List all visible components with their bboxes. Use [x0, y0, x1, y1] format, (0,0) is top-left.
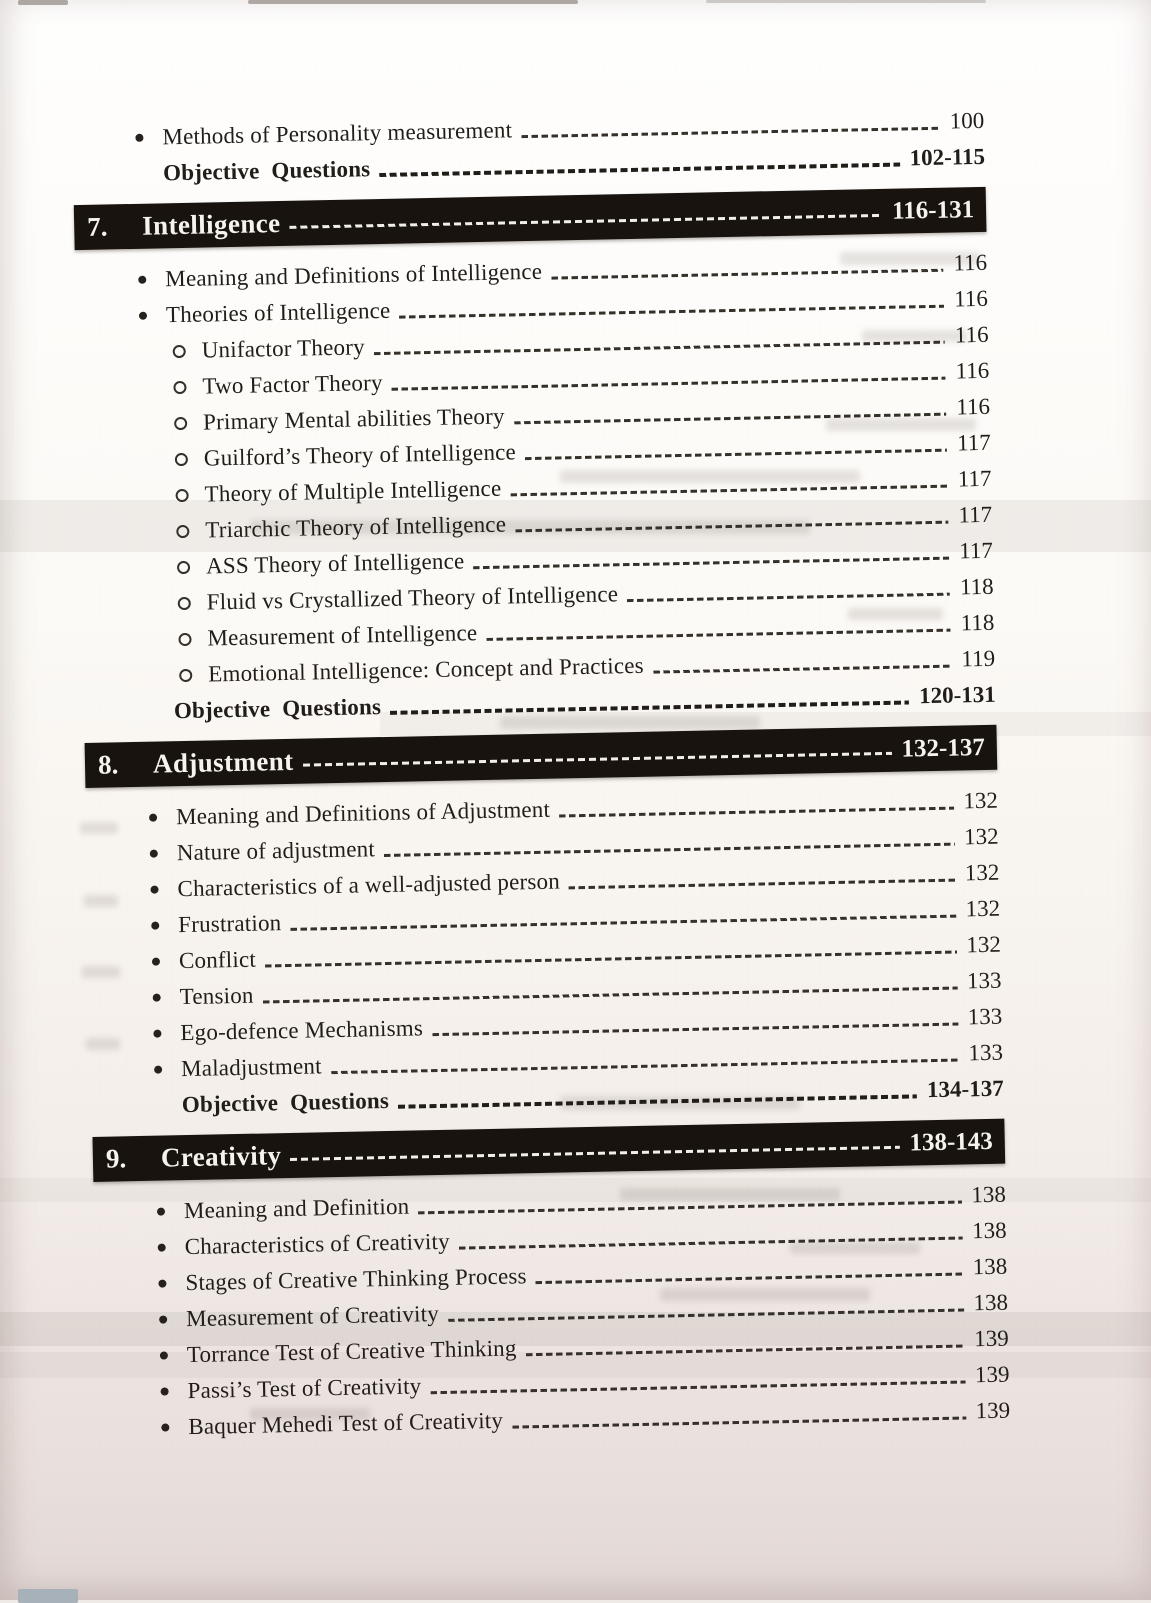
- dashed-leader: [418, 1200, 961, 1214]
- toc-item-page: 102-115: [909, 143, 986, 171]
- chapter-page-range: 138-143: [909, 1127, 994, 1157]
- toc-item-page: 138: [971, 1181, 1007, 1208]
- dashed-leader: [374, 340, 945, 354]
- chapter-title: Intelligence: [141, 207, 281, 241]
- toc-item-page: 116: [954, 321, 989, 348]
- chapter-title: Creativity: [160, 1140, 282, 1173]
- chapter-number: 7.: [86, 211, 108, 242]
- dashed-leader: [536, 1272, 963, 1284]
- toc-item-page: 116: [953, 285, 989, 312]
- dashed-leader: [569, 878, 955, 889]
- open-circle-icon: [175, 452, 188, 465]
- toc-item-label: Maladjustment: [180, 1053, 322, 1082]
- open-circle-icon: [178, 596, 191, 609]
- open-circle-icon: [175, 488, 188, 501]
- bullet-dot-icon: [157, 1208, 165, 1216]
- chapter-heading-bar: [74, 187, 987, 250]
- toc-item-label: ASS Theory of Intelligence: [205, 548, 465, 579]
- scan-edge-mark: [706, 0, 986, 3]
- toc-item-label: Meaning and Definitions of Intelligence: [165, 258, 543, 292]
- toc-item-label: Conflict: [178, 946, 257, 974]
- toc-item-label: Guilford’s Theory of Intelligence: [203, 439, 517, 471]
- toc-item-page: 120-131: [918, 681, 997, 709]
- toc-item-page: 133: [966, 967, 1002, 994]
- dashed-leader: [392, 376, 946, 390]
- toc-item-label: Emotional Intelligence: Concept and Practices: [207, 652, 645, 687]
- bullet-dot-icon: [159, 1315, 167, 1323]
- toc-item-page: 118: [960, 609, 995, 636]
- toc-item-page: 118: [959, 573, 994, 600]
- dashed-leader: [290, 914, 955, 930]
- toc-item-page: 119: [961, 645, 996, 672]
- toc-item-page: 139: [974, 1361, 1010, 1388]
- dashed-leader: [521, 126, 940, 137]
- toc-item-label: Stages of Creative Thinking Process: [185, 1263, 527, 1296]
- corner-tab: [18, 1589, 78, 1603]
- dashed-leader: [400, 304, 945, 318]
- bullet-dot-icon: [150, 850, 158, 858]
- toc-item-page: 139: [975, 1397, 1011, 1424]
- toc-item-page: 132: [966, 931, 1002, 958]
- bullet-dot-icon: [135, 134, 143, 142]
- toc-item-label: Meaning and Definition: [183, 1193, 410, 1224]
- toc-item-label: Methods of Personality measurement: [162, 117, 513, 150]
- open-circle-icon: [173, 380, 186, 393]
- bullet-dot-icon: [158, 1244, 166, 1252]
- toc-item-label: Meaning and Definitions of Adjustment: [175, 796, 551, 830]
- bullet-dot-icon: [158, 1279, 166, 1287]
- dashed-leader: [627, 592, 950, 601]
- dashed-leader: [510, 484, 948, 496]
- toc-item-page: 117: [956, 429, 991, 456]
- toc-item-label: Baquer Mehedi Test of Creativity: [188, 1407, 504, 1440]
- dashed-leader: [526, 1344, 965, 1356]
- dashed-leader: [265, 950, 956, 967]
- bullet-dot-icon: [139, 312, 147, 320]
- toc-item-label: Tension: [179, 982, 254, 1010]
- dashed-leader: [512, 1416, 966, 1428]
- dashed-leader: [398, 1095, 917, 1109]
- toc-item-label: Objective Questions: [173, 694, 382, 724]
- chapter-heading-bar: [92, 1119, 1005, 1182]
- toc-item-label: Objective Questions: [181, 1087, 390, 1118]
- dashed-leader: [430, 1380, 965, 1394]
- bullet-dot-icon: [153, 994, 161, 1002]
- toc-item-label: Primary Mental abilities Theory: [202, 403, 505, 435]
- toc-item-page: 100: [949, 107, 985, 134]
- bullet-dot-icon: [161, 1423, 169, 1431]
- bullet-dot-icon: [161, 1387, 169, 1395]
- toc-item-label: Frustration: [177, 910, 282, 938]
- toc-item-label: Theory of Multiple Intelligence: [204, 475, 502, 507]
- toc-item-page: 116: [953, 249, 988, 276]
- toc-item-label: Characteristics of Creativity: [184, 1228, 451, 1260]
- toc-item-label: Torrance Test of Creative Thinking: [186, 1335, 517, 1368]
- dashed-leader: [515, 520, 948, 532]
- scan-edge-mark: [18, 0, 68, 5]
- bullet-dot-icon: [138, 276, 146, 284]
- toc-item-label: Characteristics of a well-adjusted person: [177, 868, 561, 902]
- dashed-leader: [390, 701, 909, 715]
- open-circle-icon: [176, 524, 189, 537]
- toc-item-page: 116: [956, 393, 991, 420]
- open-circle-icon: [177, 560, 190, 573]
- dashed-leader: [263, 986, 958, 1003]
- chapter-number: 9.: [105, 1143, 127, 1174]
- toc: [72, 103, 1010, 1447]
- dashed-leader: [653, 664, 952, 673]
- toc-item-label: Triarchic Theory of Intelligence: [205, 511, 507, 543]
- chapter-page-range: 132-137: [901, 733, 986, 763]
- open-circle-icon: [173, 344, 186, 357]
- dashed-leader: [290, 1146, 899, 1162]
- bullet-dot-icon: [151, 922, 159, 930]
- toc-item-page: 116: [955, 357, 990, 384]
- toc-item-label: Two Factor Theory: [202, 369, 383, 399]
- dashed-leader: [514, 412, 947, 424]
- toc-item-page: 132: [964, 859, 1000, 886]
- dashed-leader: [459, 1236, 962, 1249]
- toc-item-page: 133: [967, 1003, 1003, 1030]
- dashed-leader: [551, 268, 943, 279]
- chapter-page-range: 116-131: [891, 195, 975, 225]
- dashed-leader: [303, 752, 892, 767]
- toc-item-label: Passi’s Test of Creativity: [187, 1373, 422, 1404]
- dashed-leader: [290, 214, 883, 229]
- toc-item-label: Measurement of Creativity: [185, 1301, 440, 1332]
- toc-item-page: 139: [973, 1325, 1009, 1352]
- chapter-title: Adjustment: [152, 745, 294, 779]
- toc-item-page: 132: [963, 787, 999, 814]
- bullet-dot-icon: [149, 814, 157, 822]
- open-circle-icon: [178, 632, 191, 645]
- toc-item-label: Measurement of Intelligence: [207, 620, 478, 651]
- toc-item-label: Objective Questions: [162, 156, 371, 186]
- dashed-leader: [432, 1022, 958, 1036]
- dashed-leader: [559, 806, 953, 817]
- toc-item-page: 132: [965, 895, 1001, 922]
- dashed-leader: [331, 1058, 959, 1074]
- toc-item-page: 138: [972, 1253, 1008, 1280]
- toc-item-label: Fluid vs Crystallized Theory of Intelligence: [206, 581, 619, 615]
- open-circle-icon: [174, 416, 187, 429]
- toc-item-page: 138: [973, 1289, 1009, 1316]
- bullet-dot-icon: [154, 1066, 162, 1074]
- bullet-dot-icon: [152, 958, 160, 966]
- dashed-leader: [379, 163, 899, 177]
- toc-item-page: 132: [963, 823, 999, 850]
- bullet-dot-icon: [153, 1030, 161, 1038]
- toc-item-page: 117: [957, 465, 992, 492]
- dashed-leader: [486, 628, 951, 640]
- dashed-leader: [473, 556, 949, 569]
- scan-edge-mark: [248, 0, 578, 4]
- chapter-heading-bar: [85, 725, 998, 788]
- toc-item-page: 134-137: [926, 1075, 1004, 1103]
- chapter-number: 8.: [97, 749, 119, 780]
- toc-item-page: 117: [958, 501, 993, 528]
- toc-item-label: Ego-defence Mechanisms: [180, 1015, 424, 1046]
- toc-item-page: 138: [971, 1217, 1007, 1244]
- dashed-leader: [525, 448, 947, 459]
- dashed-leader: [384, 842, 954, 856]
- bullet-dot-icon: [160, 1351, 168, 1359]
- toc-item-label: Unifactor Theory: [201, 334, 366, 363]
- toc-item-page: 133: [968, 1039, 1004, 1066]
- dashed-leader: [448, 1308, 964, 1321]
- toc-item-label: Theories of Intelligence: [165, 297, 391, 328]
- open-circle-icon: [179, 668, 192, 681]
- bullet-dot-icon: [150, 886, 158, 894]
- toc-item-page: 117: [958, 537, 994, 564]
- toc-item-label: Nature of adjustment: [176, 836, 376, 866]
